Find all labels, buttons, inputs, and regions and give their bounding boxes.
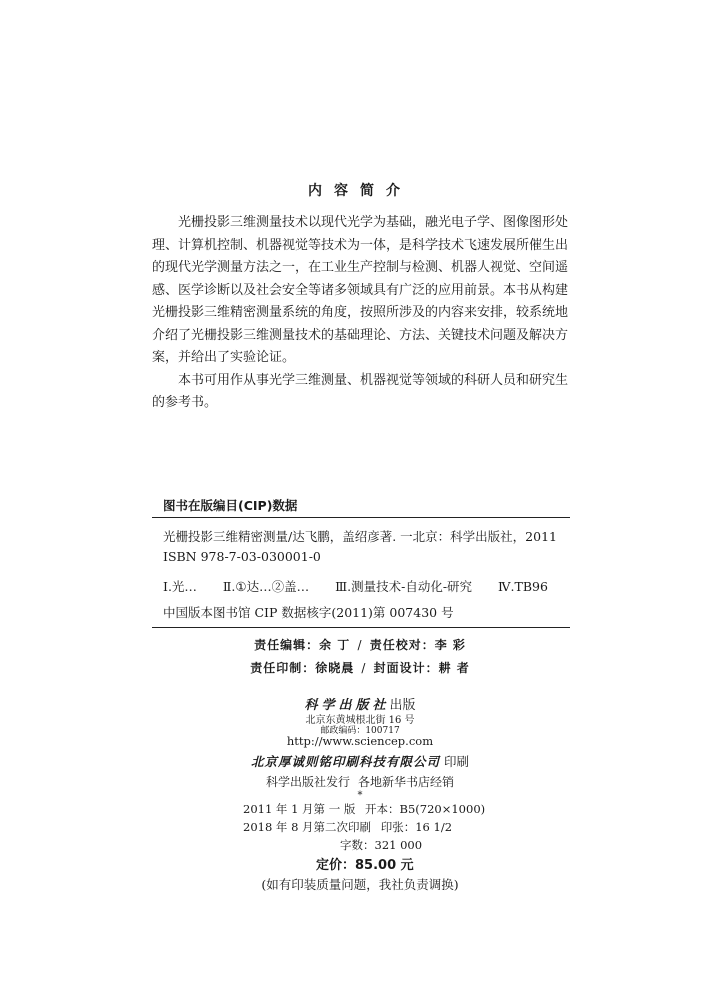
- cip-classification: [163, 577, 548, 595]
- credits-line-production: [0, 659, 720, 676]
- cip-record-number: 中国版本图书馆 CIP 数据核字(2011)第 007430 号: [163, 605, 454, 620]
- cip-class-item: Ⅰ.光…: [163, 579, 197, 594]
- publisher-logotype: 科学出版社: [304, 698, 390, 713]
- separator: /: [361, 661, 367, 675]
- printing: 2018 年 8 月第二次印刷: [243, 820, 372, 834]
- issuer: 科学出版社发行: [265, 775, 350, 789]
- summary-title: 内容简介: [308, 183, 412, 199]
- summary-body: [152, 212, 568, 415]
- cip-class-item: Ⅱ.①达…②盖…: [222, 579, 310, 594]
- summary-paragraph: 光栅投影三维测量技术以现代光学为基础，融光电子学、图像图形处理、计算机控制、机器视觉等技术为一体，是科学技术飞速发展所催生出的现代光学测量方法之一，在工业生产控制与检测、机器人视觉、空间遥感、医学诊断以及社会安全等诸多领域具有广泛的应用前景。本书从构建光栅投影三维精密测量系统的角度，按照所涉及的内容来安排，较系统地介绍了光栅投影三维测量技术的基础理论、方法、关键技术问题及解决方案，并给出了实验论证。: [152, 215, 569, 365]
- editor-credit: 责任编辑：余 丁: [254, 638, 351, 652]
- separator: /: [357, 638, 363, 652]
- distribution-line: [0, 773, 720, 790]
- cip-isbn: ISBN 978-7-03-030001-0: [163, 549, 321, 564]
- separator-mark: *: [357, 790, 363, 801]
- cip-class-item: Ⅲ.测量技术-自动化-研究: [335, 579, 473, 594]
- print-sheets: 印张：16 1/2: [380, 820, 453, 834]
- divider: [152, 627, 570, 628]
- cover-designer-credit: 封面设计：耕 者: [373, 661, 470, 675]
- printer-line: [0, 752, 720, 770]
- print-supervisor-credit: 责任印制：徐晓晨: [250, 661, 355, 675]
- quality-notice: (如有印装质量问题，我社负责调换): [261, 877, 459, 892]
- publisher-action: 出版: [389, 698, 416, 713]
- retailer: 各地新华书店经销: [358, 775, 455, 789]
- summary-paragraph: 本书可用作从事光学三维测量、机器视觉等领域的科研人员和研究生的参考书。: [152, 372, 569, 410]
- edition-line: [243, 801, 485, 817]
- divider: [152, 517, 570, 518]
- printer-name: 北京厚诚则铭印刷科技有限公司: [250, 754, 440, 769]
- cip-title-line: 光栅投影三维精密测量/达飞鹏，盖绍彦著. 一北京：科学出版社，2011: [163, 529, 557, 544]
- publisher-postcode: 邮政编码：100717: [320, 726, 400, 736]
- printing-line: [243, 819, 452, 835]
- word-count: 字数：321 000: [340, 838, 423, 852]
- book-format: 开本：B5(720×1000): [365, 802, 486, 816]
- credits-line-editors: [0, 636, 720, 653]
- price: 定价：85.00 元: [316, 858, 414, 873]
- cip-heading: 图书在版编目(CIP)数据: [163, 498, 298, 513]
- edition: 2011 年 1 月第 一 版: [243, 802, 356, 816]
- publisher-url: http://www.sciencep.com: [286, 734, 434, 748]
- cip-class-item: Ⅳ.TB96: [498, 579, 548, 594]
- printer-action: 印刷: [443, 754, 469, 769]
- publisher-address: 北京东黄城根北街 16 号: [305, 715, 415, 726]
- proofreader-credit: 责任校对：李 彩: [369, 638, 466, 652]
